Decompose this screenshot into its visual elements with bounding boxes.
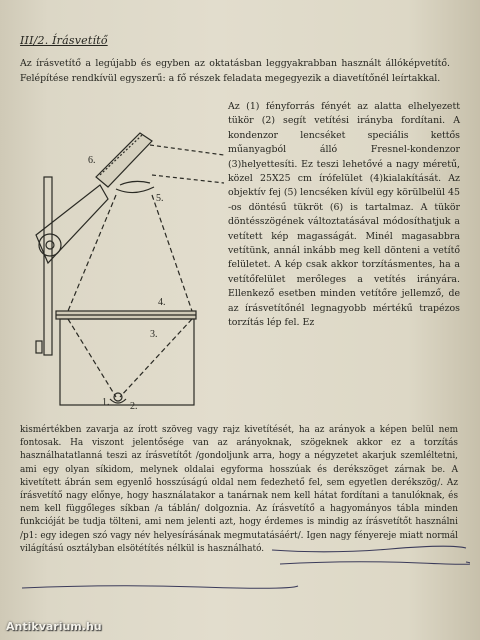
description-text: Az (1) fényforrás fényét az alatta elhelyezett tükör (2) segít vetítési irányba fordítani. A kondenzor lencséket speciális kettős műanyagból álló Fresnel-kondenzor (3)helyettesíti. Ez teszi lehetővé a nagy méretű, közel 25X25 cm írófelület (4)kialakítását. Az objektív fej (5) lencséken kívül egy körülbelül 45 -os döntésű tükröt (6) is tartalmaz. A tükör döntésszögének változtatásával módosíthatjuk a vetített kép magasságát. Minél magasabbra vetítünk, annál inkább meg kell dönteni a vetítő felületet. A kép csak akkor torzításmentes, ha a vetítőfelület merőleges a vetítés irányára. Ellenkező esetben minden vetítőre jellemző, de az írásvetítőnél legnagyobb mértékű trapézos torzítás lép fel. Ez	[228, 101, 460, 329]
arm-knob-center	[46, 241, 54, 249]
head-mirror	[96, 133, 152, 187]
description-column	[228, 100, 460, 331]
objective-lens	[116, 187, 154, 193]
light-ray-right	[152, 195, 192, 311]
projector-body	[60, 319, 194, 405]
light-ray-left	[68, 195, 116, 311]
section-heading: III/2. Írásvetítő	[20, 34, 108, 47]
overhead-projector-diagram	[30, 115, 226, 415]
label-4: 4.	[158, 297, 166, 308]
continuation-text: kismértékben zavarja az írott szöveg vagy rajz kivetítését, ha az arányok a képen belül nem fontosak. Ha viszont jelentősége van az arányoknak, szögeknek akkor ez a torzítás használhatatlanná teszi az írásvetítőt /gondoljunk arra, hogy a négyzetet akarjuk szemléltetni, ami egy olyan síkidom, melynek oldalai egyforma hosszúak és derékszöget zárnak be. A kivetített ábrán sem egyenlő hosszúságú oldal nem fedezhető fel, sem egyetlen derékszög/. Az írásvetítő nagy előnye, hogy használatakor a tanárnak nem kell hátat fordítani a tanulóknak, és nem kell függőleges síkban /a táblán/ dolgoznia. Az írásvetítő a hagyományos tábla minden funkcióját be tudja tölteni, ami nem jelenti azt, hogy érdemes is mindig az írásvetítőt használni /p1: egy idegen szó vagy név helyesírásának megmutatásáért/. Igen nagy fényereje miatt normál világítású osztályban elsötétítés nélkül is használható.	[20, 425, 458, 554]
intro-paragraph	[20, 57, 450, 86]
handwritten-underline-2	[20, 580, 300, 592]
label-5: 5.	[156, 193, 164, 204]
label-3: 3.	[150, 329, 158, 340]
head-bracket	[36, 185, 108, 263]
projector-arm	[44, 177, 52, 355]
label-2: 2.	[130, 401, 138, 412]
watermark: Antikvarium.hu	[6, 620, 102, 633]
label-6: 6.	[88, 155, 96, 166]
intro-text: Az írásvetítő a legújabb és egyben az oktatásban leggyakrabban használt állóképvetítő. Felépítése rendkívül egyszerű: a fő részek feladata megegyezik a diavetítőnél leírtakkal.	[20, 58, 450, 84]
label-1: 1.	[102, 397, 110, 408]
continuation-paragraph	[20, 424, 458, 556]
